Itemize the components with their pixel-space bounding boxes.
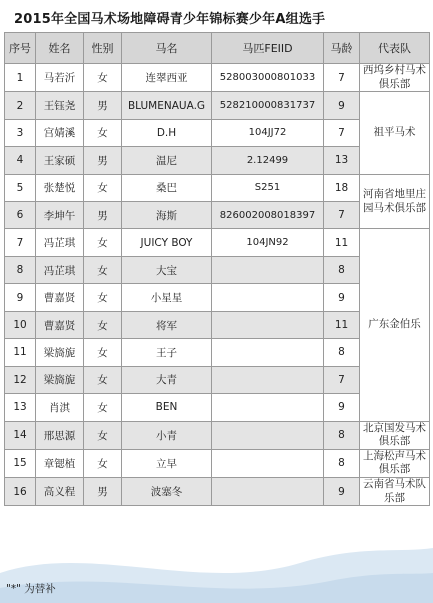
cell-fei-id xyxy=(212,478,324,506)
cell-number: 10 xyxy=(5,311,36,338)
cell-gender: 女 xyxy=(84,311,122,338)
cell-horse: BLUMENAUA.G xyxy=(122,92,212,119)
cell-gender: 女 xyxy=(84,64,122,92)
cell-name: 冯芷琪 xyxy=(36,256,84,283)
cell-horse: 海斯 xyxy=(122,202,212,229)
cell-fei-id xyxy=(212,311,324,338)
cell-fei-id xyxy=(212,339,324,366)
cell-horse: 王子 xyxy=(122,339,212,366)
column-header-gender: 性别 xyxy=(84,33,122,64)
column-header-horse: 马名 xyxy=(122,33,212,64)
cell-number: 14 xyxy=(5,421,36,449)
table-row xyxy=(5,421,430,449)
cell-gender: 男 xyxy=(84,92,122,119)
cell-horse-age: 11 xyxy=(324,229,360,256)
cell-horse-age: 9 xyxy=(324,394,360,421)
cell-fei-id: 528210000831737 xyxy=(212,92,324,119)
cell-horse: 立早 xyxy=(122,449,212,477)
cell-horse-age: 9 xyxy=(324,478,360,506)
cell-horse: 桑巴 xyxy=(122,174,212,201)
cell-number: 6 xyxy=(5,202,36,229)
cell-number: 5 xyxy=(5,174,36,201)
cell-name: 王钰尧 xyxy=(36,92,84,119)
cell-horse: 大青 xyxy=(122,366,212,393)
cell-name: 李坤午 xyxy=(36,202,84,229)
cell-number: 16 xyxy=(5,478,36,506)
cell-gender: 女 xyxy=(84,366,122,393)
cell-gender: 女 xyxy=(84,394,122,421)
cell-number: 11 xyxy=(5,339,36,366)
cell-name: 张楚悦 xyxy=(36,174,84,201)
cell-team: 广东金伯乐 xyxy=(360,229,430,421)
cell-team: 上海松声马术俱乐部 xyxy=(360,449,430,477)
cell-name: 梁旖旎 xyxy=(36,339,84,366)
cell-name: 曹嘉贤 xyxy=(36,311,84,338)
cell-gender: 女 xyxy=(84,339,122,366)
cell-gender: 女 xyxy=(84,119,122,146)
column-header-horse-age: 马龄 xyxy=(324,33,360,64)
cell-fei-id: 104JN92 xyxy=(212,229,324,256)
cell-horse-age: 9 xyxy=(324,92,360,119)
cell-horse-age: 7 xyxy=(324,366,360,393)
cell-gender: 女 xyxy=(84,421,122,449)
decorative-wave xyxy=(0,533,433,603)
cell-gender: 男 xyxy=(84,202,122,229)
cell-horse: 小青 xyxy=(122,421,212,449)
cell-horse: 小星星 xyxy=(122,284,212,311)
table-row xyxy=(5,478,430,506)
cell-number: 8 xyxy=(5,256,36,283)
cell-fei-id: 826002008018397 xyxy=(212,202,324,229)
cell-number: 4 xyxy=(5,147,36,174)
cell-gender: 男 xyxy=(84,147,122,174)
cell-horse-age: 8 xyxy=(324,256,360,283)
cell-horse-age: 7 xyxy=(324,119,360,146)
cell-fei-id xyxy=(212,284,324,311)
cell-horse-age: 7 xyxy=(324,202,360,229)
column-header-team: 代表队 xyxy=(360,33,430,64)
cell-name: 曹嘉贤 xyxy=(36,284,84,311)
cell-name: 梁旖旎 xyxy=(36,366,84,393)
cell-fei-id: 2.12499 xyxy=(212,147,324,174)
cell-horse-age: 13 xyxy=(324,147,360,174)
cell-number: 15 xyxy=(5,449,36,477)
cell-gender: 男 xyxy=(84,478,122,506)
cell-horse-age: 8 xyxy=(324,421,360,449)
cell-number: 1 xyxy=(5,64,36,92)
cell-horse: 连翠西亚 xyxy=(122,64,212,92)
cell-number: 9 xyxy=(5,284,36,311)
cell-horse-age: 11 xyxy=(324,311,360,338)
table-row xyxy=(5,449,430,477)
cell-gender: 女 xyxy=(84,174,122,201)
cell-name: 宫婧溪 xyxy=(36,119,84,146)
cell-gender: 女 xyxy=(84,256,122,283)
cell-fei-id xyxy=(212,421,324,449)
cell-horse: 大宝 xyxy=(122,256,212,283)
cell-fei-id xyxy=(212,449,324,477)
page-title: 2015年全国马术场地障碍青少年锦标赛少年A组选手 xyxy=(14,12,326,27)
cell-horse-age: 7 xyxy=(324,64,360,92)
cell-fei-id: 528003000801033 xyxy=(212,64,324,92)
cell-horse: 波塞冬 xyxy=(122,478,212,506)
cell-fei-id xyxy=(212,256,324,283)
cell-name: 高义程 xyxy=(36,478,84,506)
cell-number: 13 xyxy=(5,394,36,421)
cell-horse: JUICY BOY xyxy=(122,229,212,256)
cell-gender: 女 xyxy=(84,229,122,256)
cell-horse-age: 8 xyxy=(324,339,360,366)
cell-name: 王家硕 xyxy=(36,147,84,174)
cell-horse: BEN xyxy=(122,394,212,421)
cell-number: 12 xyxy=(5,366,36,393)
cell-name: 章锶植 xyxy=(36,449,84,477)
cell-name: 邢思源 xyxy=(36,421,84,449)
cell-team: 河南省地里庄园马术俱乐部 xyxy=(360,174,430,229)
cell-team: 西坞乡村马术俱乐部 xyxy=(360,64,430,92)
cell-number: 7 xyxy=(5,229,36,256)
cell-fei-id: 104JJ72 xyxy=(212,119,324,146)
cell-horse: D.H xyxy=(122,119,212,146)
column-header-fei-id: 马匹FEIID xyxy=(212,33,324,64)
table-header-row xyxy=(5,33,430,64)
cell-horse-age: 8 xyxy=(324,449,360,477)
footnote: "*" 为替补 xyxy=(6,583,56,595)
cell-horse-age: 18 xyxy=(324,174,360,201)
cell-team: 祖平马术 xyxy=(360,92,430,174)
cell-fei-id: S251 xyxy=(212,174,324,201)
cell-team: 北京国发马术俱乐部 xyxy=(360,421,430,449)
cell-number: 3 xyxy=(5,119,36,146)
cell-fei-id xyxy=(212,394,324,421)
cell-fei-id xyxy=(212,366,324,393)
cell-horse: 温尼 xyxy=(122,147,212,174)
table-row xyxy=(5,174,430,201)
table-row xyxy=(5,64,430,92)
table-row xyxy=(5,229,430,256)
column-header-name: 姓名 xyxy=(36,33,84,64)
cell-number: 2 xyxy=(5,92,36,119)
cell-gender: 女 xyxy=(84,284,122,311)
roster-table xyxy=(4,32,430,506)
cell-name: 冯芷琪 xyxy=(36,229,84,256)
cell-horse-age: 9 xyxy=(324,284,360,311)
cell-team: 云南省马术队乐部 xyxy=(360,478,430,506)
cell-horse: 将军 xyxy=(122,311,212,338)
cell-name: 肖淇 xyxy=(36,394,84,421)
column-header-number: 序号 xyxy=(5,33,36,64)
table-row xyxy=(5,92,430,119)
cell-gender: 女 xyxy=(84,449,122,477)
cell-name: 马若沂 xyxy=(36,64,84,92)
